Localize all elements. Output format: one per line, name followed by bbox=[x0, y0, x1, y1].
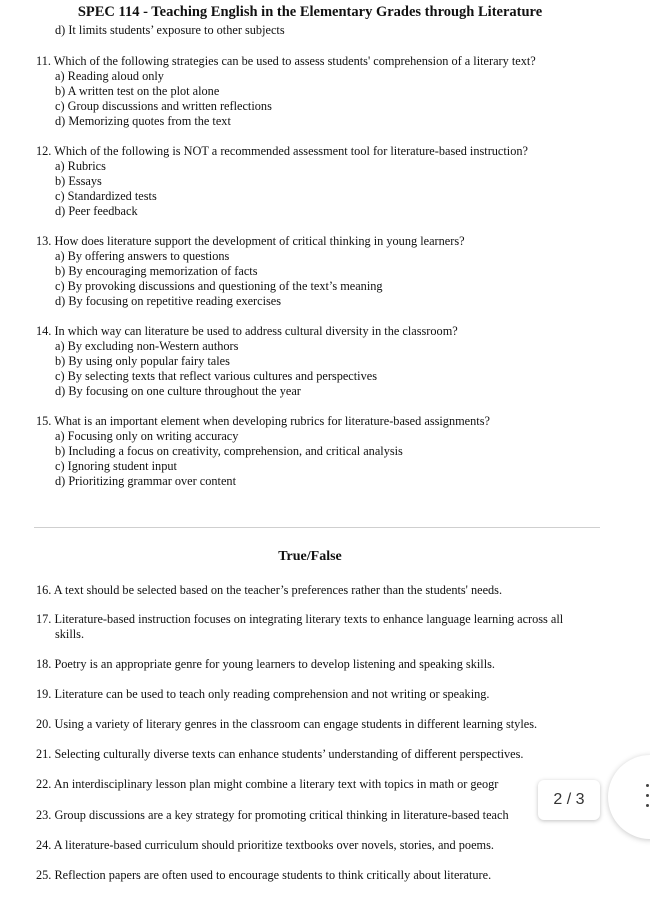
option: b) Essays bbox=[55, 174, 102, 188]
tf-item-18: 18. Poetry is an appropriate genre for young learners to develop listening and speaking skills. bbox=[36, 657, 495, 671]
tf-item-17-continued: skills. bbox=[55, 627, 85, 641]
option: c) By provoking discussions and questioning of the text’s meaning bbox=[55, 279, 383, 293]
option: b) Including a focus on creativity, comprehension, and critical analysis bbox=[55, 444, 403, 458]
option: d) By focusing on one culture throughout the year bbox=[55, 384, 301, 398]
tf-item-25: 25. Reflection papers are often used to encourage students to think critically about literature. bbox=[36, 868, 492, 882]
option: a) By offering answers to questions bbox=[55, 249, 230, 263]
tf-item-19: 19. Literature can be used to teach only reading comprehension and not writing or speaking. bbox=[36, 687, 490, 701]
tf-item-21: 21. Selecting culturally diverse texts can enhance students’ understanding of different perspectives. bbox=[36, 747, 524, 761]
tf-item-23: 23. Group discussions are a key strategy for promoting critical thinking in literature-based teach bbox=[36, 808, 509, 822]
tf-item-16: 16. A text should be selected based on the teacher’s preferences rather than the students' needs. bbox=[36, 583, 503, 597]
section-title: True/False bbox=[278, 549, 342, 564]
option: a) Rubrics bbox=[55, 159, 106, 173]
section-divider bbox=[34, 527, 600, 528]
question-12: 12. Which of the following is NOT a recommended assessment tool for literature-based instruction? bbox=[36, 144, 528, 158]
option: d) Peer feedback bbox=[55, 204, 138, 218]
option: d) Memorizing quotes from the text bbox=[55, 114, 231, 128]
option: b) A written test on the plot alone bbox=[55, 84, 220, 98]
option: b) By encouraging memorization of facts bbox=[55, 264, 258, 278]
option: d) By focusing on repetitive reading exercises bbox=[55, 294, 282, 308]
tf-item-20: 20. Using a variety of literary genres in the classroom can engage students in different learning styles. bbox=[36, 717, 538, 731]
tf-item-22: 22. An interdisciplinary lesson plan might combine a literary text with topics in math or geogr bbox=[36, 777, 499, 791]
option: b) By using only popular fairy tales bbox=[55, 354, 230, 368]
option: c) By selecting texts that reflect various cultures and perspectives bbox=[55, 369, 377, 383]
option: a) By excluding non-Western authors bbox=[55, 339, 239, 353]
tf-item-24: 24. A literature-based curriculum should prioritize textbooks over novels, stories, and poems. bbox=[36, 838, 494, 852]
lead-option: d) It limits students’ exposure to other subjects bbox=[55, 23, 285, 37]
option: a) Reading aloud only bbox=[55, 69, 164, 83]
option: c) Ignoring student input bbox=[55, 459, 177, 473]
question-15: 15. What is an important element when developing rubrics for literature-based assignments? bbox=[36, 414, 490, 428]
question-14: 14. In which way can literature be used to address cultural diversity in the classroom? bbox=[36, 324, 458, 338]
option: a) Focusing only on writing accuracy bbox=[55, 429, 239, 443]
option: c) Group discussions and written reflections bbox=[55, 99, 272, 113]
page-indicator: 2 / 3 bbox=[538, 780, 600, 820]
question-11: 11. Which of the following strategies can be used to assess students' comprehension of a literary text? bbox=[36, 54, 536, 68]
more-vertical-icon[interactable] bbox=[646, 784, 650, 808]
document-title: SPEC 114 - Teaching English in the Elementary Grades through Literature bbox=[77, 4, 543, 20]
question-13: 13. How does literature support the development of critical thinking in young learners? bbox=[36, 234, 465, 248]
option: c) Standardized tests bbox=[55, 189, 157, 203]
tf-item-17: 17. Literature-based instruction focuses on integrating literary texts to enhance language learning across all bbox=[36, 612, 564, 626]
option: d) Prioritizing grammar over content bbox=[55, 474, 236, 488]
